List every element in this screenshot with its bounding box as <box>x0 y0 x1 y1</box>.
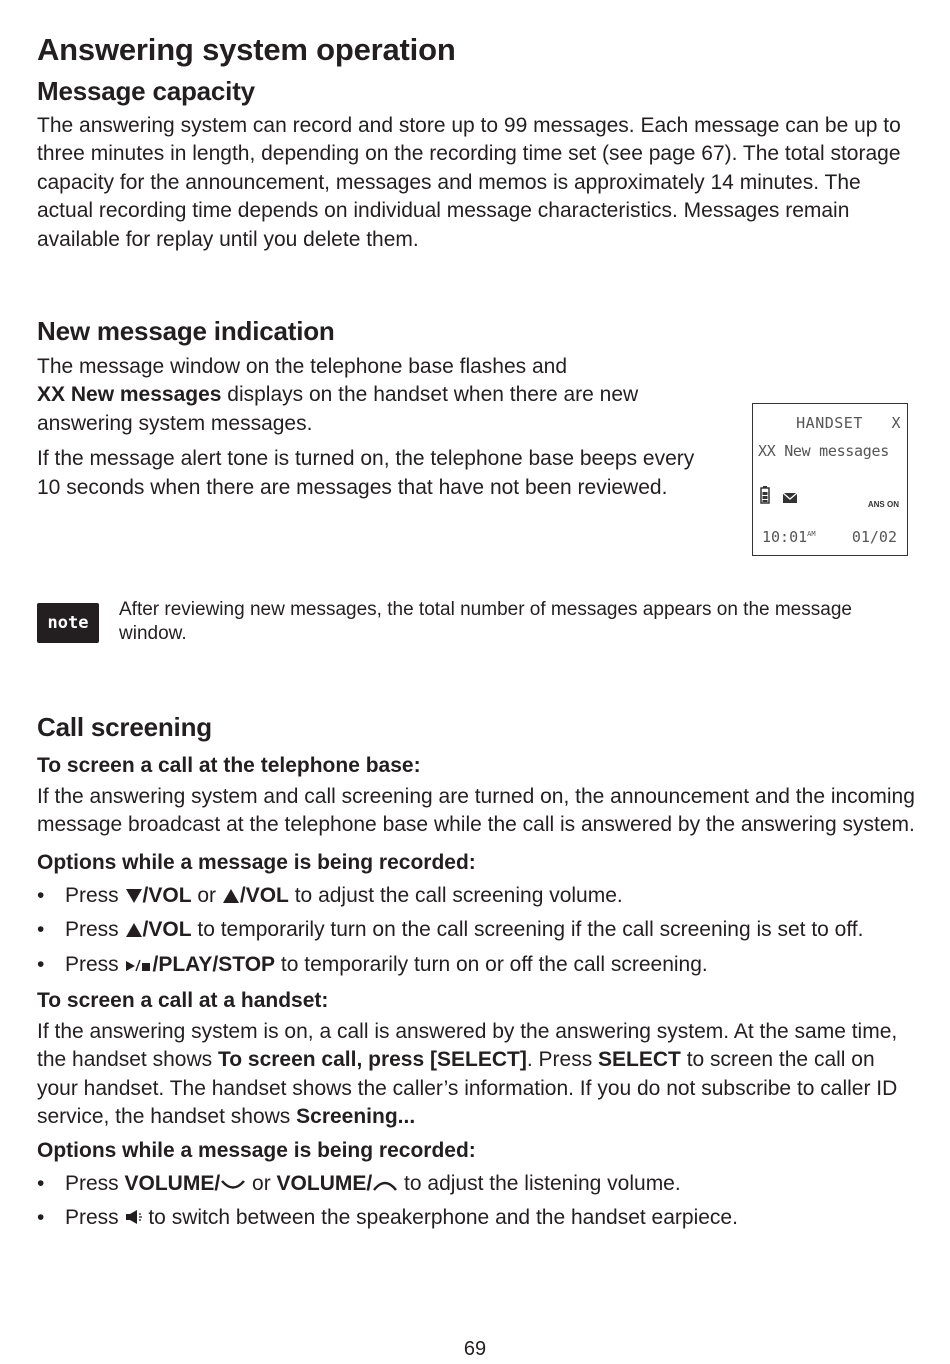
list-item: • Press VOLUME/ or VOLUME/ to adjust the listening volume. <box>37 1170 915 1198</box>
indication-p1-bold: XX New messages <box>37 383 222 407</box>
indication-p1-b: displays on the handset when there are new answering system messages. <box>37 383 639 435</box>
battery-icon <box>759 486 771 504</box>
options-heading: Options while a message is being recorded: <box>37 850 476 874</box>
volume-down-chevron-icon <box>220 1178 246 1192</box>
base-heading: To screen a call at the telephone base: <box>37 754 421 777</box>
lcd-date: 01/02 <box>851 528 897 546</box>
up-triangle-icon <box>125 922 143 938</box>
lcd-time: $10:01^{AM}$ <box>762 528 816 546</box>
lcd-status-icons <box>759 486 798 508</box>
handset-heading: To screen a call at a handset: <box>37 989 329 1013</box>
capacity-text: The answering system can record and store up to 99 messages. Each message can be up to three minutes in length, depending on the recording time set (see page 67). The total storage capacity for the announcement, messages and memos is approximately 14 minutes. The actual recording time depends on individual message characteristics. Messages remain available for replay until you delete them. <box>37 114 901 251</box>
note-badge: note <box>37 603 99 643</box>
down-triangle-icon <box>125 888 143 904</box>
screening-heading: Call screening <box>37 712 212 742</box>
capacity-heading: Message capacity <box>37 76 255 106</box>
list-item: • Press /PLAY/STOP to temporarily turn on or off the call screening. <box>37 951 915 979</box>
up-triangle-icon <box>222 888 240 904</box>
volume-up-chevron-icon <box>372 1178 398 1192</box>
base-options-list <box>37 882 915 979</box>
list-item: • Press /VOL or /VOL to adjust the call screening volume. <box>37 882 915 910</box>
page-title: Answering system operation <box>37 32 456 67</box>
manual-page <box>37 30 915 1230</box>
base-text: If the answering system and call screening are turned on, the announcement and the incoming message broadcast at the telephone base while the call is answered by the answering system. <box>37 785 915 837</box>
speaker-icon <box>125 1208 143 1226</box>
options2-heading: Options while a message is being recorded: <box>37 1138 476 1162</box>
page-number: 69 <box>463 1338 487 1360</box>
indication-text-block <box>37 353 727 502</box>
indication-heading: New message indication <box>37 316 335 347</box>
lcd-line-2: XX New messages <box>758 442 889 460</box>
indication-para-1 <box>37 353 727 438</box>
call-screening-section <box>37 710 915 1232</box>
handset-options-list <box>37 1170 915 1233</box>
list-item: • Press /VOL to temporarily turn on the call screening if the call screening is set to off. <box>37 916 915 944</box>
lcd-ans-on: ANS ON <box>867 500 899 509</box>
handset-text: If the answering system is on, a call is answered by the answering system. At the same time, the handset shows To screen call, press [SELECT]. Press SELECT to screen the call on your handset. The handset shows the caller’s information. If you do not subscribe to caller ID service, the handset shows Screening... <box>37 1020 898 1129</box>
note-text: After reviewing new messages, the total number of messages appears on the message window. <box>119 599 852 644</box>
play-stop-icon <box>125 958 153 972</box>
indication-p1-a: The message window on the telephone base flashes and <box>37 355 568 379</box>
envelope-icon <box>782 492 798 504</box>
list-item: • Press to switch between the speakerphone and the handset earpiece. <box>37 1204 915 1232</box>
handset-lcd-display <box>752 403 908 556</box>
indication-para-2: If the message alert tone is turned on, the telephone base beeps every 10 seconds when there are messages that have not been reviewed. <box>37 447 695 499</box>
lcd-line-1: HANDSET X <box>796 414 901 432</box>
